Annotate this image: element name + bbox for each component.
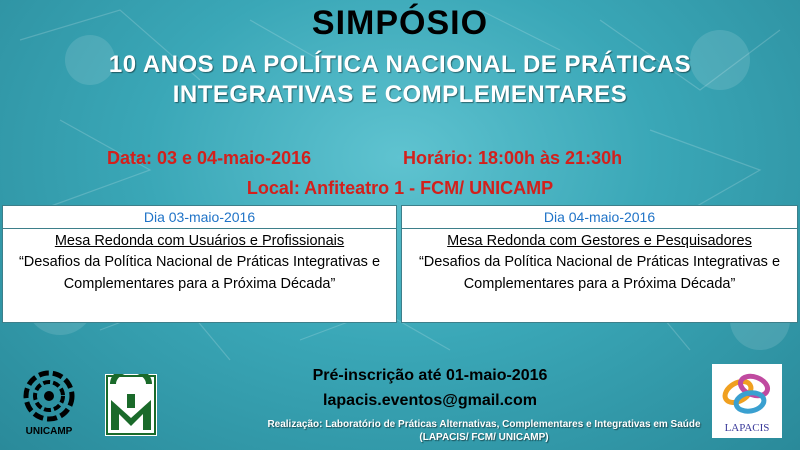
day-1-label: Dia 03-maio-2016 (3, 206, 396, 229)
organizer-credit: Realização: Laboratório de Práticas Alternativas, Complementares e Integrativas em Saúde (LAPACIS/ FCM/ UNICAMP) (267, 419, 701, 443)
lapacis-emblem-icon (712, 364, 782, 420)
event-date: Data: 03 e 04-maio-2016 (107, 148, 312, 168)
subtitle-line-2: INTEGRATIVAS E COMPLEMENTARES (172, 81, 628, 108)
lapacis-caption: LAPACIS (724, 422, 770, 434)
event-time: Horário: 18:00h às 21:30h (403, 148, 623, 168)
day-1-panel-title: Mesa Redonda com Usuários e Profissionais (54, 233, 345, 249)
day-1-panel (2, 205, 397, 323)
event-location: Local: Anfiteatro 1 - FCM/ UNICAMP (246, 178, 554, 198)
day-2-description: “Desafios da Política Nacional de Práticas Integrativas e Complementares para a Próxima Década” (418, 254, 781, 292)
day-2-label: Dia 04-maio-2016 (402, 206, 797, 229)
subtitle-line-1: 10 ANOS DA POLÍTICA NACIONAL DE PRÁTICAS (108, 51, 692, 78)
day-2-panel (401, 205, 798, 323)
day-1-description: “Desafios da Política Nacional de Práticas Integrativas e Complementares para a Próxima Década” (18, 254, 381, 292)
unicamp-caption: UNICAMP (25, 426, 73, 437)
event-subtitle (0, 50, 800, 110)
pre-registration: Pré-inscrição até 01-maio-2016 (312, 367, 548, 384)
page-title: SIMPÓSIO (311, 4, 489, 42)
contact-email[interactable]: lapacis.eventos@gmail.com (323, 392, 537, 409)
lapacis-logo (712, 364, 782, 438)
day-2-panel-title: Mesa Redonda com Gestores e Pesquisadores (447, 233, 752, 249)
